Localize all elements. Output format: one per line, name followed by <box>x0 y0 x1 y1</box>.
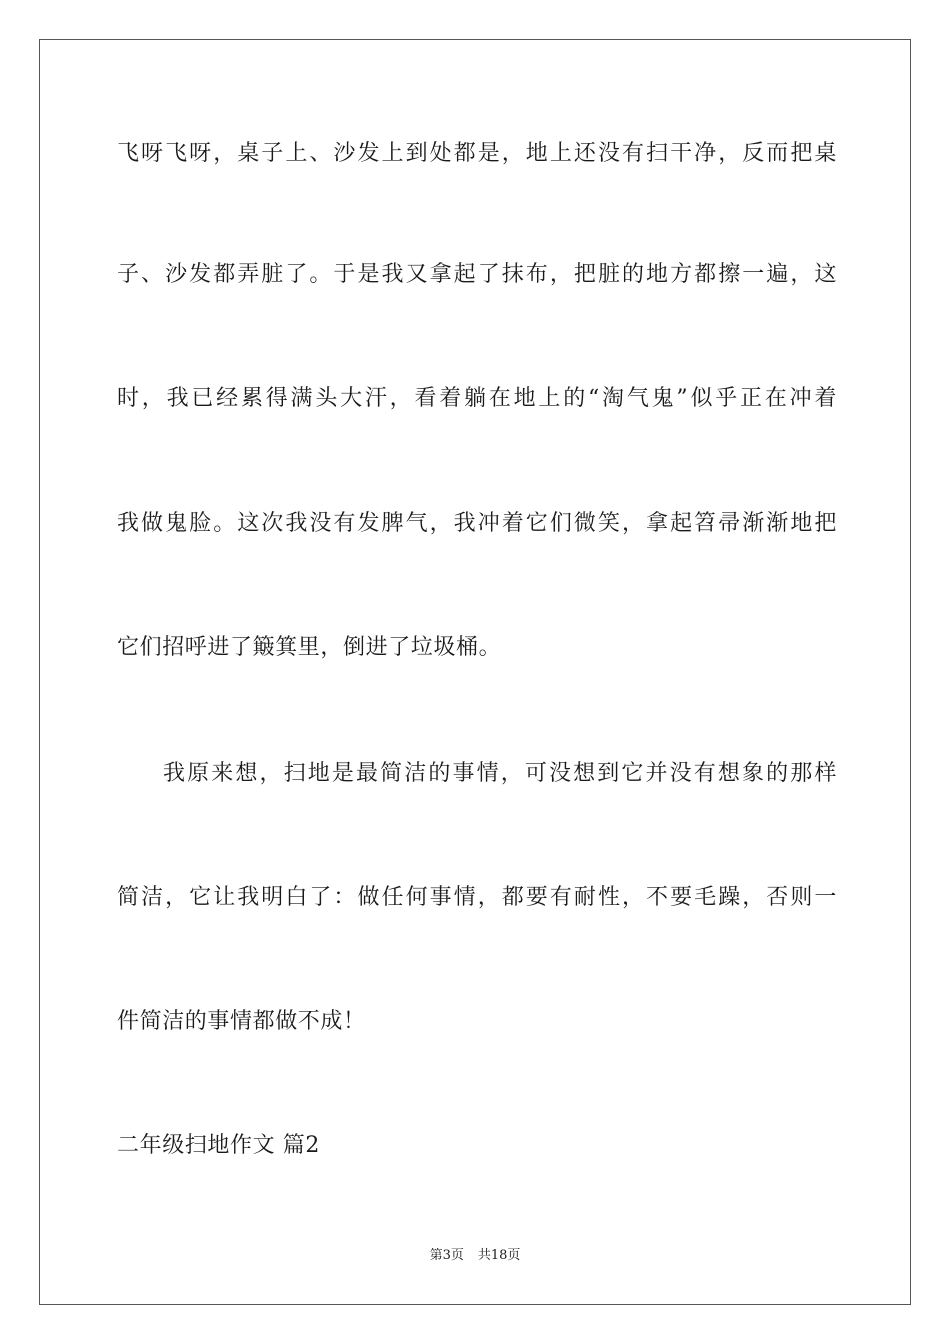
page-number: 第3页 <box>429 1248 464 1263</box>
paragraph-line: 子、沙发都弄脏了。于是我又拿起了抹布，把脏的地方都擦一遍，这 <box>117 262 837 287</box>
paragraph-line: 件简洁的事情都做不成！ <box>117 1009 366 1034</box>
paragraph-line: 我做鬼脸。这次我没有发脾气，我冲着它们微笑，拿起笤帚渐渐地把 <box>117 511 837 536</box>
paragraph-line: 时，我已经累得满头大汗，看着躺在地上的“淘气鬼”似乎正在冲着 <box>117 386 837 411</box>
paragraph-line: 简洁，它让我明白了：做任何事情，都要有耐性，不要毛躁，否则一 <box>117 885 837 910</box>
page-footer <box>0 1248 950 1264</box>
page-frame <box>39 39 911 1305</box>
section-heading: 二年级扫地作文 篇2 <box>117 1133 320 1158</box>
paragraph-line: 飞呀飞呀，桌子上、沙发上到处都是，地上还没有扫干净，反而把桌 <box>117 141 837 166</box>
paragraph-line-indented: 我原来想，扫地是最简洁的事情，可没想到它并没有想象的那样 <box>163 761 837 786</box>
page-total: 共18页 <box>477 1248 521 1263</box>
paragraph-line: 它们招呼进了簸箕里，倒进了垃圾桶。 <box>117 635 502 660</box>
